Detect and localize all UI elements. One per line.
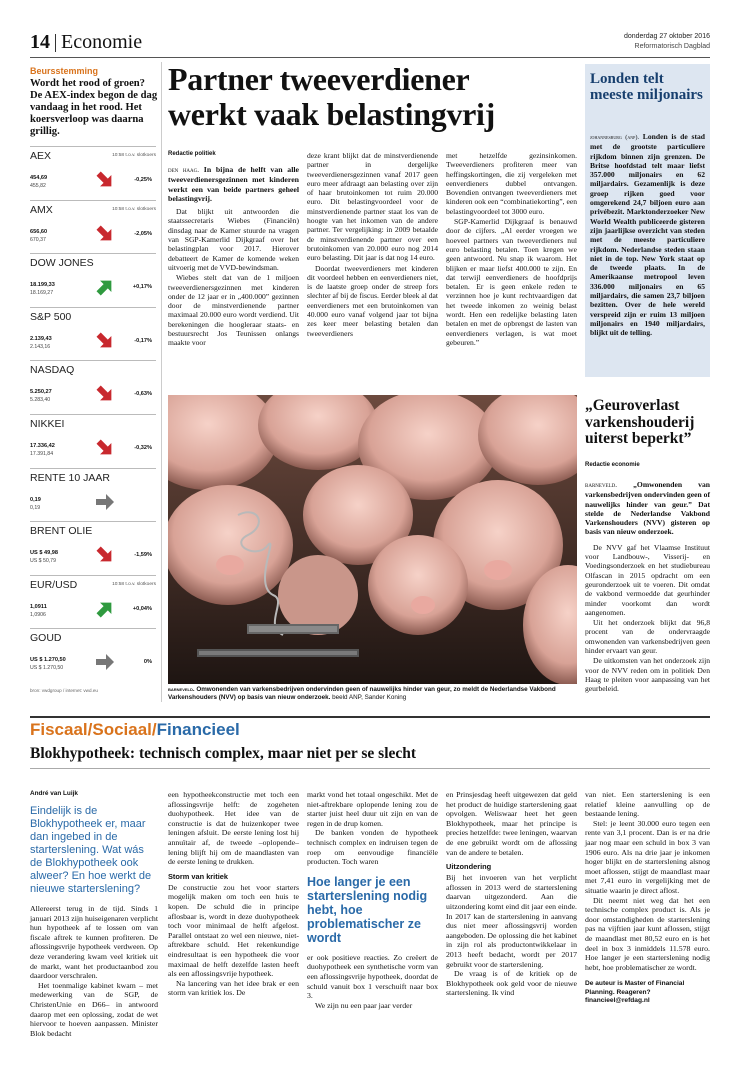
main-col-1 bbox=[168, 151, 299, 349]
market-separator bbox=[30, 146, 156, 147]
bottom-paragraph: De banken vonden de hypotheek technisch complex en indruisen tegen de roep om eenvoudige financiële producten. Toch waren bbox=[307, 828, 438, 867]
header-rule bbox=[30, 57, 710, 58]
pig-dateline: barneveld. bbox=[585, 481, 618, 489]
main-headline-line-1: Partner tweeverdiener bbox=[168, 61, 470, 97]
market-value: 1,0911 bbox=[30, 603, 47, 610]
arrow-right-icon bbox=[95, 492, 115, 512]
market-value: 2.139,43 bbox=[30, 335, 52, 342]
bottom-paragraph: Na lancering van het idee brak er een storm van kritiek los. De bbox=[168, 978, 299, 998]
sidebar-body bbox=[590, 132, 705, 338]
arrow-down-right-icon bbox=[95, 545, 115, 565]
pullquote: Hoe langer je een starterslening nodig hebt, hoe problematischer ze wordt bbox=[307, 874, 428, 945]
market-previous: 1,0906 bbox=[30, 611, 46, 618]
market-previous: 455,82 bbox=[30, 183, 46, 189]
sidebar-text: Londen is de stad met de grootste particuliere rijkdom binnen zijn grenzen. De Britse hoofdstad telt maar liefst 357.000 miljonairs en 62 miljardairs. Gezamenlijk is deze groep rijken goed voor omgerekend 24,7 biljoen euro aan privébezit. Marktonderzoeker New World Wealth publiceerde gisteren zijn jaarlijkse overzicht van steden met de meeste particuliere rijkdom. Nederlandse steden staan niet in de top. New York staat op de tweede plaats. In de Amerikaanse metropool leven 336.000 miljonairs en 65 miljardairs, die samen 23,7 biljoen bezitten. Over de hele wereld verspreid zijn er ruim 13 miljoen miljonairs en 1940 miljardairs, blijkt uit de telling. bbox=[590, 132, 705, 338]
market-separator bbox=[30, 414, 156, 415]
arrow-up-right-icon bbox=[95, 599, 115, 619]
market-previous: 5.283,40 bbox=[30, 397, 51, 404]
bottom-headline-rule bbox=[30, 768, 710, 769]
arrow-down-right-icon bbox=[95, 170, 115, 190]
market-value: 454,69 bbox=[30, 175, 48, 181]
pig-article-body bbox=[585, 462, 710, 695]
market-value: 0,19 bbox=[30, 496, 41, 503]
market-change: +0,04% bbox=[132, 605, 152, 612]
column-divider bbox=[161, 62, 162, 702]
bottom-col-3 bbox=[307, 790, 438, 1010]
bottom-paragraph: van niet. Een starterslening is een relatief kleine aanvulling op de bestaande lening. bbox=[585, 790, 710, 819]
market-name: AMX bbox=[30, 203, 53, 216]
author-footnote: De auteur is Master of Financial Planning. Reageren? financieel@refdag.nl bbox=[585, 980, 685, 1005]
market-previous: 2.143,16 bbox=[30, 343, 51, 350]
market-row bbox=[30, 311, 156, 361]
market-value: US $ 49,98 bbox=[30, 550, 58, 557]
pig-paragraph: De uitkomsten van het onderzoek zijn voor de NVV reden om in politiek Den Haag te pleiten voor aanpassing van het geurbeleid. bbox=[585, 656, 710, 694]
header-paper: Reformatorisch Dagblad bbox=[634, 43, 710, 50]
pig-byline: Redactie economie bbox=[585, 462, 640, 468]
market-name: DOW JONES bbox=[30, 257, 94, 270]
caption-dateline: barneveld. bbox=[168, 687, 195, 693]
market-previous: US $ 50,79 bbox=[30, 558, 56, 565]
market-previous: US $ 1.270,50 bbox=[30, 665, 64, 672]
pig-lead: „Omwonenden van varkensbedrijven ondervinden geen of nauwelijks hinder van geur.” Dat stelde de Nederlandse Vakbond Varkenshouders (NVV) gisteren op basis van nieuw onderzoek. bbox=[585, 480, 710, 537]
market-name: NIKKEI bbox=[30, 418, 65, 430]
bottom-intro: Eindelijk is de Blokhypotheek er, maar dan ingebed in de starterslening. Wat wás de Blokhypotheek ook alweer? En hoe werkt de nieuwe starterslening? bbox=[30, 805, 152, 895]
caption-text: Omwonenden van varkensbedrijven ondervinden geen of nauwelijks hinder van geur, zo meldt de Nederlandse Vakbond Varkenshouders (NVV) op basis van nieuw onderzoek. bbox=[168, 686, 556, 701]
market-name: NASDAQ bbox=[30, 364, 75, 377]
market-value: 17.336,42 bbox=[30, 443, 55, 449]
market-time: 10:58 t.o.v. slotkoers bbox=[112, 581, 156, 587]
sidebar-dateline: johannesburg (anp). bbox=[590, 134, 640, 141]
bottom-paragraph: Bij het invoeren van het verplicht aflossen in 2013 werd de starterslening daarvan uitgezonderd. Aan die uitzondering komt eind dit jaar een einde. In 2017 kan de starterslening in aanvang dus niet meer aflossingsvrij worden aangeboden. De oplossing die het kabinet in zijn rol als productontwikkelaar in 2013 heeft bedacht, wordt per 2017 gebruikt voor de starterslening. bbox=[446, 873, 577, 969]
market-name: AEX bbox=[30, 150, 52, 162]
market-change: -0,32% bbox=[134, 445, 152, 451]
market-previous: 670,37 bbox=[30, 236, 46, 243]
main-lead-text: In bijna de helft van alle tweeverdienersgezinnen met kinderen werkt een van beide partners geheel belastingvrij. bbox=[168, 165, 299, 203]
bottom-paragraph: We zijn nu een paar jaar verder bbox=[315, 1000, 413, 1010]
photo-caption bbox=[168, 686, 577, 703]
pig-photo-illustration bbox=[168, 395, 577, 684]
arrow-up-right-icon bbox=[95, 277, 115, 297]
market-name: S&P 500 bbox=[30, 310, 72, 323]
bottom-col-5 bbox=[585, 790, 710, 1006]
header-date: donderdag 27 oktober 2016 bbox=[623, 33, 710, 40]
market-row bbox=[30, 204, 156, 254]
main-paragraph: Doordat tweeverdieners met kinderen dit voordeel hebben en eenverdieners niet, is de laatste groep onder de streep fors slechter af bij de fiscus. Eerder bleek al dat eenverdieners met een brutoinkomen van 40.000 euro vanaf volgend jaar tot bijna zes keer meer belasting betalen dan tweeverdieners bbox=[307, 263, 438, 338]
market-row bbox=[30, 579, 156, 629]
pig-headline: „Geuroverlast varkenshouderij uiterst beperkt” bbox=[585, 397, 695, 447]
market-value: 656,60 bbox=[30, 228, 48, 235]
main-headline-line-2: werkt vaak belastingvrij bbox=[168, 96, 496, 132]
bottom-paragraph: Allereerst terug in de tijd. Sinds 1 januari 2013 zijn huiseigenaren verplicht hun hypotheek af te lossen om van fiscale aftrek te kunnen profiteren. De aflossingsvrije hypotheek verdween. Op deze verandering kwam veel kritiek uit de markt, want het productaanbod zou daardoor verschralen. bbox=[30, 904, 158, 981]
arrow-down-right-icon bbox=[95, 224, 115, 244]
market-source: bron: vwdgroup / internet: vwd.eu bbox=[30, 688, 98, 693]
market-previous: 18.169,27 bbox=[30, 290, 54, 297]
market-change: +0,17% bbox=[132, 284, 152, 291]
arrow-down-right-icon bbox=[95, 438, 115, 458]
bottom-paragraph: er ook positieve reacties. Zo creëert de duohypotheek een synthetische vorm van een aflossingsvrije hypotheek, doordat de schuld vanuit box 1 verschuift naar box 3. bbox=[307, 952, 438, 1001]
kicker-fiscaal: Fiscaal/Sociaal/ bbox=[30, 720, 157, 739]
main-byline: Redactie politiek bbox=[168, 151, 216, 157]
market-headline: Wordt het rood of groen? De AEX-index begon de dag vandaag in het rood. Het koersverloop was daarna grillig. bbox=[30, 78, 158, 137]
market-value: 18.199,33 bbox=[30, 282, 55, 289]
market-row bbox=[30, 364, 156, 414]
subhead-storm: Storm van kritiek bbox=[168, 871, 228, 881]
market-change: -1,59% bbox=[134, 552, 152, 559]
bottom-paragraph: Stel: je leent 30.000 euro tegen een rente van 3,1 procent. Dan is er na drie jaar nog maar een schuld in box 3 van 1906 euro. Als na drie jaar je inkomen hoger blijkt en de starterslening alsnog moet aflossen, stijgt de maandlast maar met 7,41 euro in vergelijking met de situatie waarin je direct aflost. bbox=[585, 818, 710, 895]
bottom-col-1 bbox=[30, 790, 158, 1038]
subhead-uitzondering: Uitzondering bbox=[446, 862, 492, 872]
market-name: RENTE 10 JAAR bbox=[30, 471, 110, 484]
market-row bbox=[30, 418, 156, 468]
market-separator bbox=[30, 521, 156, 522]
bottom-paragraph: een hypotheekconstructie met toch een aflossingsvrije helft: de zogeheten duohypotheek. Het idee van de constructie is dat de huizenkoper twee leningen afsluit. De eerste lening lost hij annuïtair af, de tweede –oplopende– lening blijft hij om de maandlasten van de eerste lening te drukken. bbox=[168, 790, 299, 867]
page-number: 14 bbox=[30, 31, 50, 53]
market-separator bbox=[30, 468, 156, 469]
market-value: 5.250,27 bbox=[30, 389, 52, 396]
bottom-kicker bbox=[30, 720, 240, 740]
main-col-2 bbox=[307, 151, 438, 339]
market-row bbox=[30, 472, 156, 522]
bottom-paragraph: en Prinsjesdag heeft uitgewezen dat geld het product de huidige starterslening gaat opvolgen. Weliswaar heet het geen Blokhypotheek, maar het principe is precies hetzelfde: twee leningen, waarvan de ene gebruikt wordt om de aflossing van de andere te betalen. bbox=[446, 790, 577, 857]
market-row bbox=[30, 632, 156, 682]
bottom-headline: Blokhypotheek: technisch complex, maar niet per se slecht bbox=[30, 745, 417, 762]
header-divider bbox=[55, 34, 56, 52]
market-row bbox=[30, 257, 156, 307]
bottom-col-2 bbox=[168, 790, 299, 998]
market-change: -0,25% bbox=[134, 177, 152, 183]
market-row bbox=[30, 525, 156, 575]
market-change: -0,63% bbox=[134, 391, 152, 398]
bottom-paragraph: markt vond het totaal ongeschikt. Met de niet-aftrekbare oplopende lening zou de starter juist heel duur uit zijn en van de regen in de drup komen. bbox=[307, 790, 438, 828]
market-change: -2,05% bbox=[134, 230, 152, 237]
market-time: 10:58 t.o.v. slotkoers bbox=[112, 153, 156, 158]
market-separator bbox=[30, 253, 156, 254]
bottom-paragraph: De constructie zou het voor starters mogelijk maken om toch een huis te kopen. De schuld die in principe aflosbaar is, wordt in deze duohypotheek toch voor minimaal de helft afgelost. Parallel ontstaat zo wel een nieuwe, niet-aftrekbare schuld. Het rekenkundige eindresultaat is een hypotheek die voor maximaal de helft dezelfde lasten heeft als een aflossingsvrije hypotheek. bbox=[168, 882, 299, 979]
bottom-rule bbox=[30, 716, 710, 718]
arrow-right-icon bbox=[95, 652, 115, 672]
page-header bbox=[30, 30, 710, 56]
bottom-author: André van Luijk bbox=[30, 790, 78, 797]
sidebar-headline: Londen telt meeste miljonairs bbox=[590, 71, 703, 103]
market-separator bbox=[30, 360, 156, 361]
caption-credit: beeld ANP, Sander Koning bbox=[332, 694, 407, 701]
kicker-financieel: Financieel bbox=[156, 720, 240, 739]
bottom-col-4 bbox=[446, 790, 577, 998]
pig-paragraph: De NVV gaf het Vlaamse Instituut voor Landbouw-, Visserij- en Voedingsonderzoek en het studiebureau Olfascan in 2015 opdracht om een geuronderzoek uit te voeren. Dit omdat de vakbond vermoedde dat geurhinder minder voorkomt dan wordt aangenomen. bbox=[585, 542, 710, 617]
arrow-down-right-icon bbox=[95, 384, 115, 404]
market-kicker: Beursstemming bbox=[30, 66, 99, 76]
main-col-3 bbox=[446, 151, 577, 348]
main-dateline: den haag. bbox=[168, 166, 200, 174]
market-separator bbox=[30, 307, 156, 308]
bottom-paragraph: Het toenmalige kabinet kwam – met medewerking van de SGP, de ChristenUnie en D66– in antwoord daarop met een oplossing, zodat de wet hiervoor te hoeven aanpassen. Minister Blok bedacht bbox=[30, 980, 158, 1038]
market-separator bbox=[30, 200, 156, 201]
market-previous: 17.391,84 bbox=[30, 451, 54, 457]
main-headline bbox=[168, 62, 578, 132]
market-name: GOUD bbox=[30, 632, 62, 645]
market-time: 10:58 t.o.v. slotkoers bbox=[112, 206, 156, 212]
market-change: -0,17% bbox=[134, 337, 152, 344]
pig-paragraph: Uit het onderzoek blijkt dat 96,8 procent van de ondervraagde omwonenden van varkensbedrijven geen hinder ervaart van geur. bbox=[585, 618, 710, 656]
section-title: Economie bbox=[61, 31, 143, 53]
main-lead bbox=[168, 165, 299, 203]
main-paragraph: SGP-Kamerlid Dijkgraaf is benauwd door de cijfers. „Al eerder vroegen we hoeveel partners van tweeverdieners nul euro belasting betalen. Toen kregen we geen antwoord. Nu snap ik waarom. Het blijken er maar liefst 400.000 te zijn. En dat terwijl eenverdieners de hoofdprijs betalen. Er is geen enkele reden te verzinnen hoe je kunt rechtvaardigen dat het tweede inkomen zo weinig belast wordt. Hen een redelijke belasting laten betalen en met de opbrengst de lasten van eenverdieners verlagen, is wat moet gebeuren.” bbox=[446, 217, 577, 347]
market-name: EUR/USD bbox=[30, 578, 78, 591]
bottom-paragraph: Dit neemt niet weg dat het een technische complex product is. Als je door omstandigheden de starterslening pas na vijftien jaar kunt aflossen, stijgt de maandlast met 80,52 euro en is het deel in box 3 inmiddels 11.578 euro. Hoe langer je een starterslening nodig hebt, hoe problematischer ze wordt. bbox=[585, 895, 710, 972]
arrow-down-right-icon bbox=[95, 331, 115, 351]
bottom-paragraph: De vraag is of de kritiek op de Blokhypotheek ook geld voor de nieuwe starterslening. Ik vind bbox=[446, 969, 577, 998]
market-change: 0% bbox=[143, 659, 152, 666]
market-separator bbox=[30, 628, 156, 629]
market-value: US $ 1.270,50 bbox=[30, 657, 66, 664]
market-previous: 0,19 bbox=[30, 504, 41, 511]
market-name: BRENT OLIE bbox=[30, 525, 93, 538]
main-paragraph: deze krant blijkt dat de minstverdienende partner in dergelijke tweeverdienersgezinnen vanaf 2017 geen euro meer afdraagt aan belasting over zijn of haar brutoinkomen tot ruim 20.000 euro. Dit belastingvoordeel voor de minstverdienende partner staat los van de hoogte van het inkomen van de andere partner. Ter vergelijking: in 2009 betaalde de minstverdienende partner over een brutoinkomen van 20.000 euro nog 2014 euro belasting. Dit jaar is dat nog 14 euro. bbox=[307, 151, 438, 263]
market-separator bbox=[30, 575, 156, 576]
main-paragraph: Wiebes stelt dat van de 1 miljoen tweeverdienersgezinnen met kinderen onder de 12 jaar er in „400.000” gezinnen door de minstverdienende partner maximaal 20.000 euro wordt verdiend. Uit berekeningen die hoogleraar staats- en bestuursrecht Jos Teunissen onlangs maakte voor bbox=[168, 273, 299, 348]
pig-photo bbox=[168, 395, 577, 684]
market-row bbox=[30, 150, 156, 200]
main-paragraph: met hetzelfde gezinsinkomen. Tweeverdieners profiteren meer van heffingskortingen, die zij vergeleken met eenverdieners dubbel ontvangen. Bovendien ontvangen tweeverdieners met kinderen ook een “combinatiekorting”, een belastingvoordeel tot 3000 euro. bbox=[446, 151, 577, 216]
main-paragraph: Dat blijkt uit antwoorden die staatssecretaris Wiebes (Financiën) dinsdag naar de Kamer stuurde na vragen van SGP-Kamerlid Dijkgraaf over het belastingplan voor 2017. Hierover debatteert de Kamer de komende weken uitvoerig met de VVD-bewindsman. bbox=[168, 207, 299, 272]
